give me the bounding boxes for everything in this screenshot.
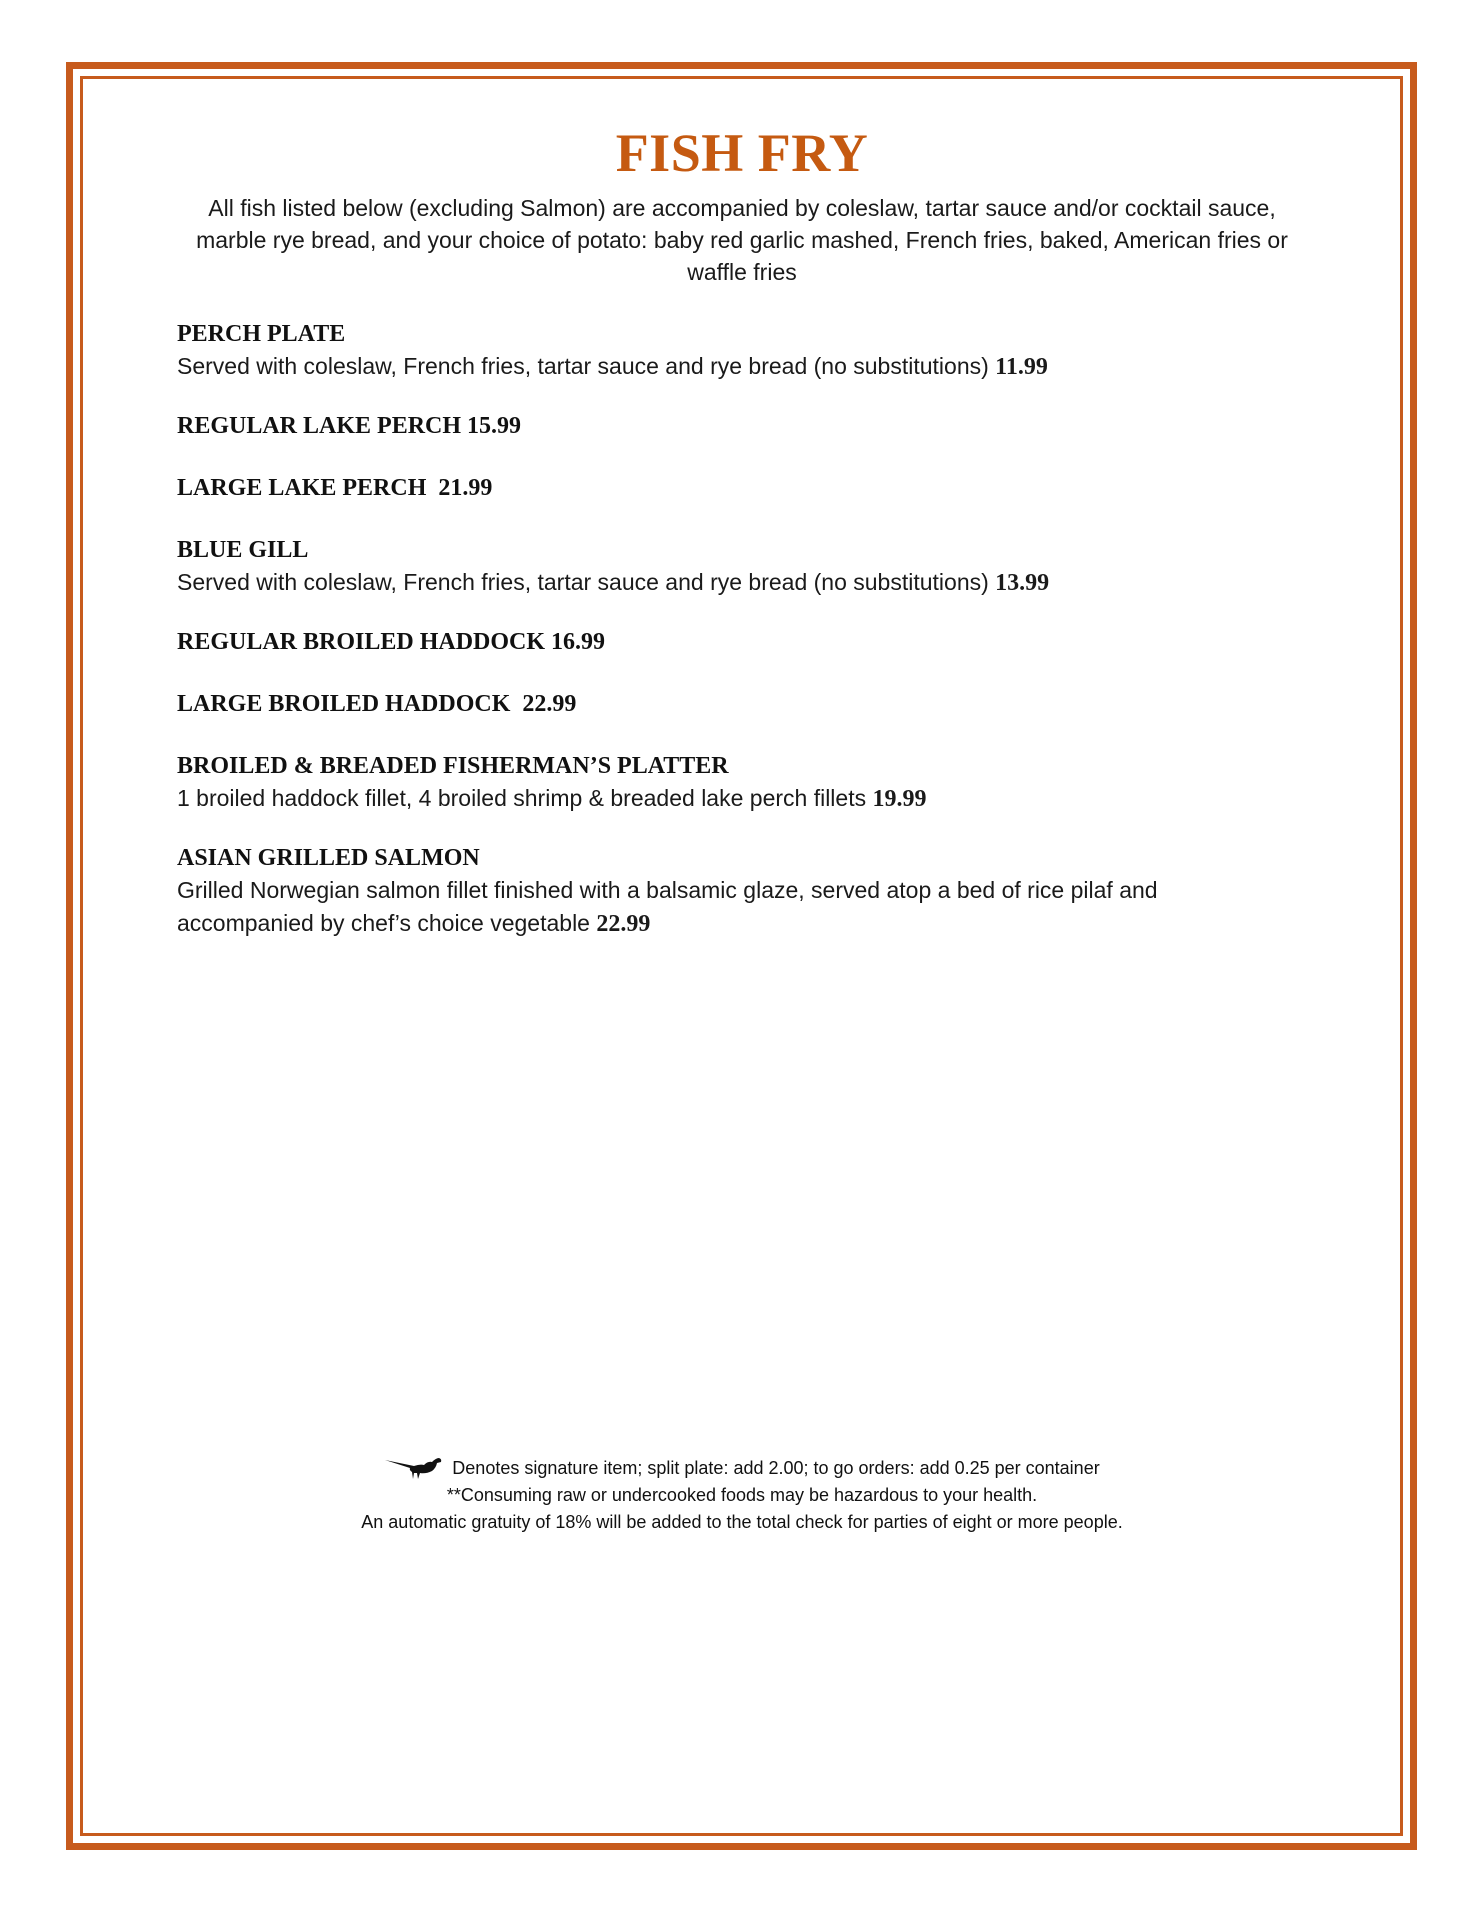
health-warning: **Consuming raw or undercooked foods may be hazardous to your health. — [446, 1485, 1038, 1505]
menu-item-perch-plate — [177, 318, 1257, 384]
menu-item-large-lake-perch — [177, 472, 1257, 504]
menu-item-regular-lake-perch — [177, 410, 1257, 442]
item-name: ASIAN GRILLED SALMON — [177, 845, 480, 871]
item-description: 1 broiled haddock fillet, 4 broiled shrimp & breaded lake perch fillets — [177, 785, 867, 811]
page-title: FISH FRY — [615, 123, 869, 183]
menu-list — [177, 318, 1257, 967]
menu-footer — [180, 1452, 1304, 1536]
item-name: REGULAR LAKE PERCH — [177, 413, 462, 439]
menu-item-asian-grilled-salmon — [177, 842, 1177, 941]
item-name: LARGE LAKE PERCH — [177, 475, 427, 501]
item-price: 22.99 — [522, 691, 577, 717]
menu-item-large-broiled-haddock — [177, 688, 1257, 720]
item-price: 15.99 — [467, 413, 522, 439]
menu-header — [180, 120, 1304, 288]
item-price: 22.99 — [596, 911, 651, 937]
menu-item-blue-gill — [177, 534, 1257, 600]
item-name: BLUE GILL — [177, 537, 309, 563]
item-price: 21.99 — [438, 475, 493, 501]
item-name: LARGE BROILED HADDOCK — [177, 691, 511, 717]
item-name: BROILED & BREADED FISHERMAN’S PLATTER — [177, 753, 729, 779]
menu-item-regular-broiled-haddock — [177, 626, 1257, 658]
gratuity-note: An automatic gratuity of 18% will be added to the total check for parties of eight or more people. — [361, 1512, 1123, 1532]
item-name: PERCH PLATE — [177, 321, 346, 347]
item-description: Served with coleslaw, French fries, tartar sauce and rye bread (no substitutions) — [177, 569, 989, 595]
item-description: Grilled Norwegian salmon fillet finished with a balsamic glaze, served atop a bed of rice pilaf and accompanied by chef’s choice vegetable — [177, 877, 1158, 936]
item-price: 19.99 — [872, 786, 927, 812]
intro-text: All fish listed below (excluding Salmon) are accompanied by coleslaw, tartar sauce and/or cocktail sauce, marble rye bread, and your choice of potato: baby red garlic mashed, French fries, baked, American fries or waffle fries — [196, 195, 1288, 285]
signature-note: Denotes signature item; split plate: add 2.00; to go orders: add 0.25 per container — [452, 1458, 1100, 1478]
item-price: 13.99 — [995, 570, 1050, 596]
item-name: REGULAR BROILED HADDOCK — [177, 629, 546, 655]
item-description: Served with coleslaw, French fries, tartar sauce and rye bread (no substitutions) — [177, 353, 989, 379]
menu-item-fishermans-platter — [177, 750, 1257, 816]
item-price: 11.99 — [995, 354, 1048, 380]
pheasant-icon — [384, 1452, 444, 1482]
item-price: 16.99 — [551, 629, 606, 655]
